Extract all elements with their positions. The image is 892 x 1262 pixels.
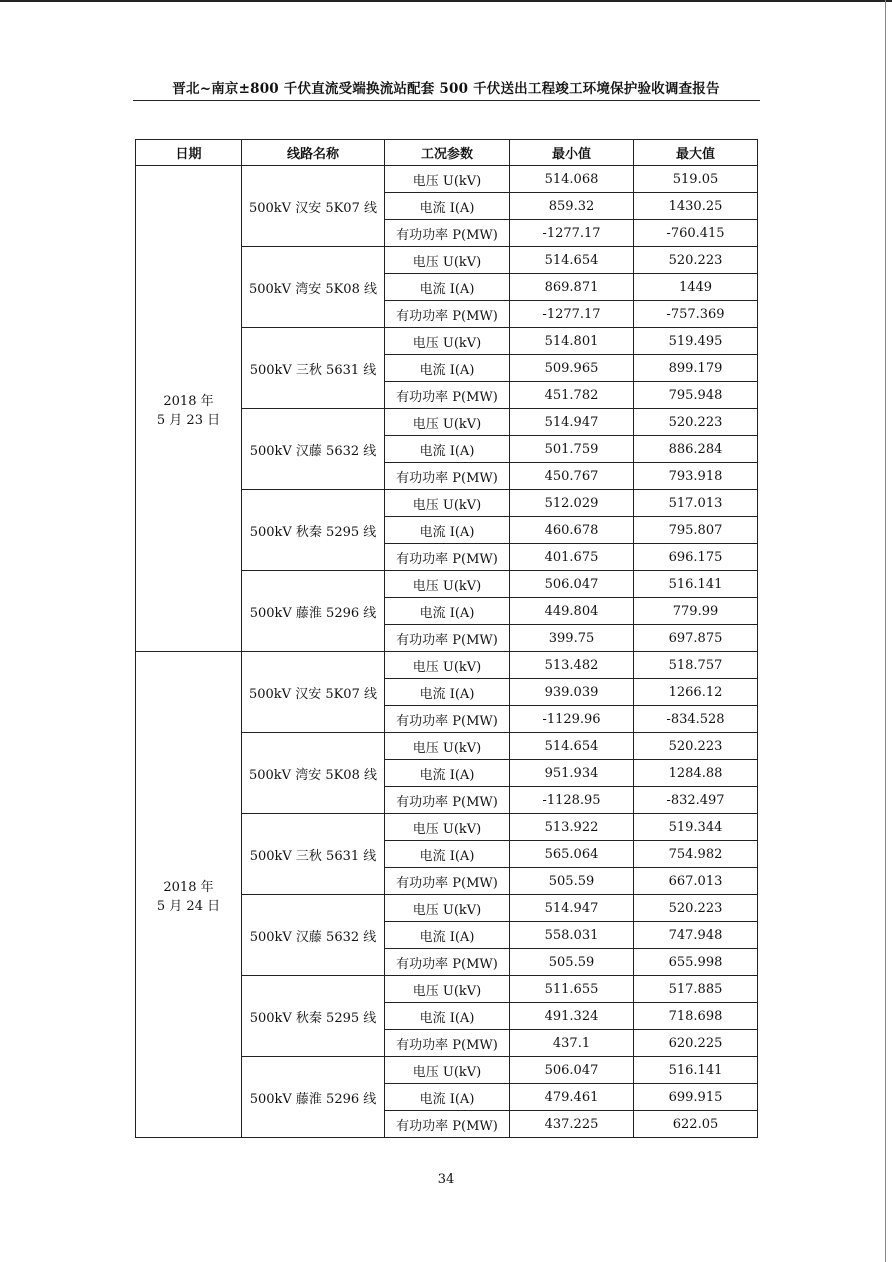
max-value-cell: 697.875 bbox=[634, 625, 758, 652]
min-value-cell: 501.759 bbox=[510, 436, 634, 463]
parameter-cell: 有功功率 P(MW) bbox=[385, 706, 510, 733]
table-body bbox=[136, 166, 758, 1138]
line-name-cell: 500kV 三秋 5631 线 bbox=[242, 814, 385, 895]
max-value-cell: 519.05 bbox=[634, 166, 758, 193]
line-name-cell: 500kV 湾安 5K08 线 bbox=[242, 733, 385, 814]
line-name-cell: 500kV 汉藤 5632 线 bbox=[242, 409, 385, 490]
parameter-cell: 电压 U(kV) bbox=[385, 733, 510, 760]
max-value-cell: 779.99 bbox=[634, 598, 758, 625]
page-right-border bbox=[885, 0, 886, 1262]
min-value-cell: 869.871 bbox=[510, 274, 634, 301]
min-value-cell: 399.75 bbox=[510, 625, 634, 652]
min-value-cell: 505.59 bbox=[510, 868, 634, 895]
max-value-cell: 520.223 bbox=[634, 895, 758, 922]
parameter-cell: 电压 U(kV) bbox=[385, 247, 510, 274]
operating-conditions-table bbox=[135, 139, 758, 1138]
parameter-cell: 电流 I(A) bbox=[385, 922, 510, 949]
min-value-cell: 505.59 bbox=[510, 949, 634, 976]
max-value-cell: 519.495 bbox=[634, 328, 758, 355]
date-month-day: 5 月 23 日 bbox=[156, 412, 221, 428]
column-header-line-name: 线路名称 bbox=[242, 140, 385, 166]
max-value-cell: -760.415 bbox=[634, 220, 758, 247]
max-value-cell: 518.757 bbox=[634, 652, 758, 679]
min-value-cell: 401.675 bbox=[510, 544, 634, 571]
line-name-cell: 500kV 藤淮 5296 线 bbox=[242, 571, 385, 652]
line-name-cell: 500kV 汉安 5K07 线 bbox=[242, 652, 385, 733]
line-name-cell: 500kV 汉藤 5632 线 bbox=[242, 895, 385, 976]
parameter-cell: 电压 U(kV) bbox=[385, 1057, 510, 1084]
parameter-cell: 有功功率 P(MW) bbox=[385, 544, 510, 571]
column-header-min: 最小值 bbox=[510, 140, 634, 166]
min-value-cell: 939.039 bbox=[510, 679, 634, 706]
min-value-cell: 506.047 bbox=[510, 1057, 634, 1084]
parameter-cell: 电压 U(kV) bbox=[385, 571, 510, 598]
max-value-cell: -834.528 bbox=[634, 706, 758, 733]
parameter-cell: 电流 I(A) bbox=[385, 1003, 510, 1030]
min-value-cell: 509.965 bbox=[510, 355, 634, 382]
column-header-parameter: 工况参数 bbox=[385, 140, 510, 166]
max-value-cell: 517.013 bbox=[634, 490, 758, 517]
min-value-cell: 511.655 bbox=[510, 976, 634, 1003]
min-value-cell: 514.654 bbox=[510, 733, 634, 760]
max-value-cell: 793.918 bbox=[634, 463, 758, 490]
max-value-cell: 699.915 bbox=[634, 1084, 758, 1111]
parameter-cell: 有功功率 P(MW) bbox=[385, 787, 510, 814]
max-value-cell: 795.948 bbox=[634, 382, 758, 409]
parameter-cell: 有功功率 P(MW) bbox=[385, 301, 510, 328]
min-value-cell: 479.461 bbox=[510, 1084, 634, 1111]
max-value-cell: -832.497 bbox=[634, 787, 758, 814]
parameter-cell: 电压 U(kV) bbox=[385, 976, 510, 1003]
max-value-cell: 886.284 bbox=[634, 436, 758, 463]
date-cell bbox=[136, 652, 242, 1138]
max-value-cell: 667.013 bbox=[634, 868, 758, 895]
page-number: 34 bbox=[437, 1172, 455, 1187]
parameter-cell: 电流 I(A) bbox=[385, 1084, 510, 1111]
parameter-cell: 电压 U(kV) bbox=[385, 814, 510, 841]
max-value-cell: 747.948 bbox=[634, 922, 758, 949]
max-value-cell: -757.369 bbox=[634, 301, 758, 328]
min-value-cell: 514.068 bbox=[510, 166, 634, 193]
max-value-cell: 520.223 bbox=[634, 247, 758, 274]
parameter-cell: 电流 I(A) bbox=[385, 760, 510, 787]
max-value-cell: 1449 bbox=[634, 274, 758, 301]
parameter-cell: 有功功率 P(MW) bbox=[385, 1030, 510, 1057]
parameter-cell: 有功功率 P(MW) bbox=[385, 463, 510, 490]
max-value-cell: 519.344 bbox=[634, 814, 758, 841]
min-value-cell: 513.922 bbox=[510, 814, 634, 841]
max-value-cell: 1266.12 bbox=[634, 679, 758, 706]
table-header-row bbox=[136, 140, 758, 166]
document-header-title: 晋北~南京±800 千伏直流受端换流站配套 500 千伏送出工程竣工环境保护验收调查报告 bbox=[172, 81, 720, 97]
date-month-day: 5 月 24 日 bbox=[156, 898, 221, 914]
min-value-cell: 513.482 bbox=[510, 652, 634, 679]
page-top-border bbox=[0, 0, 892, 2]
max-value-cell: 899.179 bbox=[634, 355, 758, 382]
min-value-cell: 451.782 bbox=[510, 382, 634, 409]
max-value-cell: 517.885 bbox=[634, 976, 758, 1003]
line-name-cell: 500kV 汉安 5K07 线 bbox=[242, 166, 385, 247]
parameter-cell: 电流 I(A) bbox=[385, 274, 510, 301]
parameter-cell: 电流 I(A) bbox=[385, 355, 510, 382]
parameter-cell: 有功功率 P(MW) bbox=[385, 625, 510, 652]
max-value-cell: 520.223 bbox=[634, 733, 758, 760]
min-value-cell: 460.678 bbox=[510, 517, 634, 544]
min-value-cell: 491.324 bbox=[510, 1003, 634, 1030]
min-value-cell: 450.767 bbox=[510, 463, 634, 490]
line-name-cell: 500kV 藤淮 5296 线 bbox=[242, 1057, 385, 1138]
parameter-cell: 电流 I(A) bbox=[385, 841, 510, 868]
max-value-cell: 1284.88 bbox=[634, 760, 758, 787]
table-row bbox=[136, 166, 758, 193]
min-value-cell: 859.32 bbox=[510, 193, 634, 220]
min-value-cell: -1277.17 bbox=[510, 220, 634, 247]
max-value-cell: 516.141 bbox=[634, 571, 758, 598]
date-year: 2018 年 bbox=[163, 393, 214, 409]
min-value-cell: 449.804 bbox=[510, 598, 634, 625]
max-value-cell: 795.807 bbox=[634, 517, 758, 544]
min-value-cell: 951.934 bbox=[510, 760, 634, 787]
parameter-cell: 有功功率 P(MW) bbox=[385, 382, 510, 409]
min-value-cell: 514.947 bbox=[510, 895, 634, 922]
parameter-cell: 有功功率 P(MW) bbox=[385, 1111, 510, 1138]
min-value-cell: 558.031 bbox=[510, 922, 634, 949]
parameter-cell: 电压 U(kV) bbox=[385, 166, 510, 193]
parameter-cell: 电压 U(kV) bbox=[385, 490, 510, 517]
column-header-date: 日期 bbox=[136, 140, 242, 166]
max-value-cell: 516.141 bbox=[634, 1057, 758, 1084]
max-value-cell: 520.223 bbox=[634, 409, 758, 436]
max-value-cell: 655.998 bbox=[634, 949, 758, 976]
max-value-cell: 620.225 bbox=[634, 1030, 758, 1057]
line-name-cell: 500kV 秋秦 5295 线 bbox=[242, 976, 385, 1057]
parameter-cell: 电压 U(kV) bbox=[385, 409, 510, 436]
max-value-cell: 622.05 bbox=[634, 1111, 758, 1138]
min-value-cell: 514.801 bbox=[510, 328, 634, 355]
max-value-cell: 1430.25 bbox=[634, 193, 758, 220]
min-value-cell: -1128.95 bbox=[510, 787, 634, 814]
parameter-cell: 有功功率 P(MW) bbox=[385, 220, 510, 247]
date-year: 2018 年 bbox=[163, 879, 214, 895]
max-value-cell: 696.175 bbox=[634, 544, 758, 571]
header-divider bbox=[133, 100, 760, 101]
parameter-cell: 有功功率 P(MW) bbox=[385, 949, 510, 976]
parameter-cell: 电压 U(kV) bbox=[385, 895, 510, 922]
parameter-cell: 电流 I(A) bbox=[385, 679, 510, 706]
parameter-cell: 电流 I(A) bbox=[385, 598, 510, 625]
column-header-max: 最大值 bbox=[634, 140, 758, 166]
line-name-cell: 500kV 湾安 5K08 线 bbox=[242, 247, 385, 328]
min-value-cell: 437.1 bbox=[510, 1030, 634, 1057]
date-cell bbox=[136, 166, 242, 652]
line-name-cell: 500kV 秋秦 5295 线 bbox=[242, 490, 385, 571]
parameter-cell: 有功功率 P(MW) bbox=[385, 868, 510, 895]
table-header bbox=[136, 140, 758, 166]
parameter-cell: 电流 I(A) bbox=[385, 517, 510, 544]
line-name-cell: 500kV 三秋 5631 线 bbox=[242, 328, 385, 409]
table-row bbox=[136, 652, 758, 679]
min-value-cell: 514.654 bbox=[510, 247, 634, 274]
parameter-cell: 电流 I(A) bbox=[385, 193, 510, 220]
max-value-cell: 754.982 bbox=[634, 841, 758, 868]
min-value-cell: 506.047 bbox=[510, 571, 634, 598]
min-value-cell: 512.029 bbox=[510, 490, 634, 517]
min-value-cell: -1277.17 bbox=[510, 301, 634, 328]
max-value-cell: 718.698 bbox=[634, 1003, 758, 1030]
parameter-cell: 电流 I(A) bbox=[385, 436, 510, 463]
min-value-cell: 437.225 bbox=[510, 1111, 634, 1138]
min-value-cell: 565.064 bbox=[510, 841, 634, 868]
min-value-cell: 514.947 bbox=[510, 409, 634, 436]
parameter-cell: 电压 U(kV) bbox=[385, 652, 510, 679]
parameter-cell: 电压 U(kV) bbox=[385, 328, 510, 355]
min-value-cell: -1129.96 bbox=[510, 706, 634, 733]
